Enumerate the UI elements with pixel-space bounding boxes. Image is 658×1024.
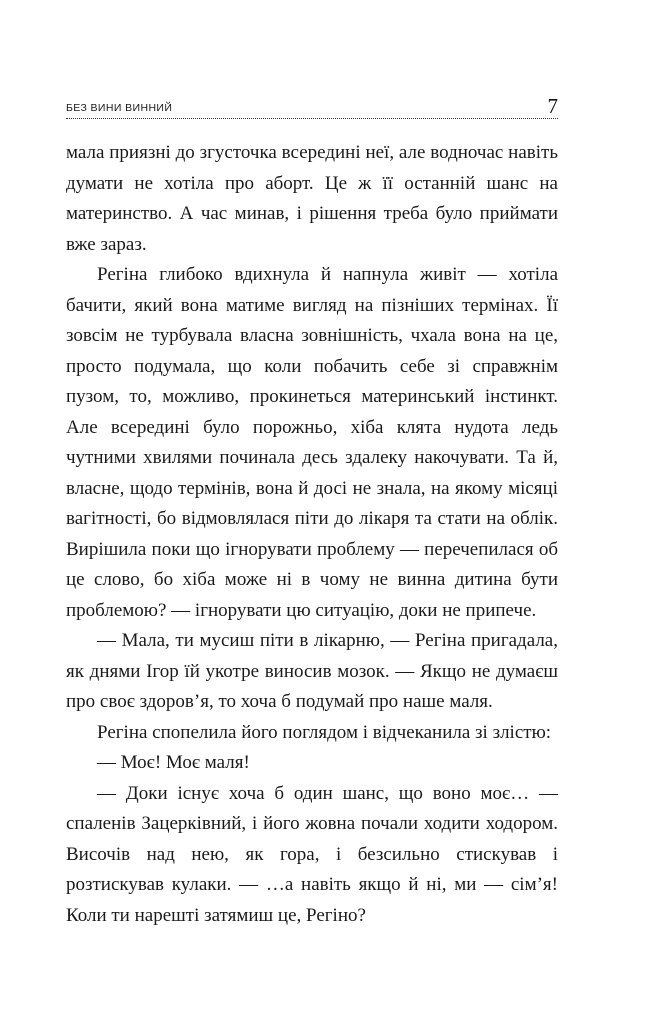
paragraph: Регіна глибоко вдихнула й напнула живіт — хотіла бачити, який вона матиме вигляд на пізніших термінах. Її зовсім не турбувала власна зовнішність, чхала вона на це, просто подумала, що коли побачить себе зі справжнім пузом, то, можливо, прокинеться материнський інстинкт. Але всередині було порожньо, хіба клята нудота ледь чутними хвилями починала десь здалеку накочувати. Та й, власне, щодо термінів, вона й досі не знала, на якому місяці вагітності, бо відмовлялася піти до лікаря та стати на облік. Вирішила поки що ігнорувати проблему — перечепилася об це слово, бо хіба може ні в чому не винна дитина бути проблемою? — ігнорувати цю ситуацію, доки не припече. bbox=[66, 264, 558, 621]
page-header bbox=[66, 96, 558, 120]
body-text bbox=[66, 138, 558, 931]
paragraph: Регіна спопелила його поглядом і відчеканила зі злістю: bbox=[97, 721, 552, 743]
paragraph-continued: мала приязні до згусточка всередині неї, але водночас навіть думати не хотіла про аборт. Це ж її останній шанс на материнство. А час минав, і рішення треба було приймати вже зараз. bbox=[66, 142, 558, 255]
dialogue-paragraph: — Доки існує хоча б один шанс, що воно моє… — спаленів Зацерківний, і його жовна почали ходити ходором. Височів над нею, як гора, і безсильно стискував і розтискував кулаки. — …а навіть якщо й ні, ми — сім’я! Коли ти нарешті затямиш це, Регіно? bbox=[66, 782, 558, 926]
header-divider bbox=[66, 118, 558, 119]
running-head: БЕЗ ВИНИ ВИННИЙ bbox=[66, 102, 173, 114]
dialogue-paragraph: — Моє! Моє маля! bbox=[97, 752, 250, 773]
page-number: 7 bbox=[547, 94, 558, 118]
dialogue-paragraph: — Мала, ти мусиш піти в лікарню, — Регіна пригадала, як днями Ігор їй укотре виносив мозок. — Якщо не думаєш про своє здоров’я, то хоча б подумай про наше маля. bbox=[66, 630, 558, 712]
